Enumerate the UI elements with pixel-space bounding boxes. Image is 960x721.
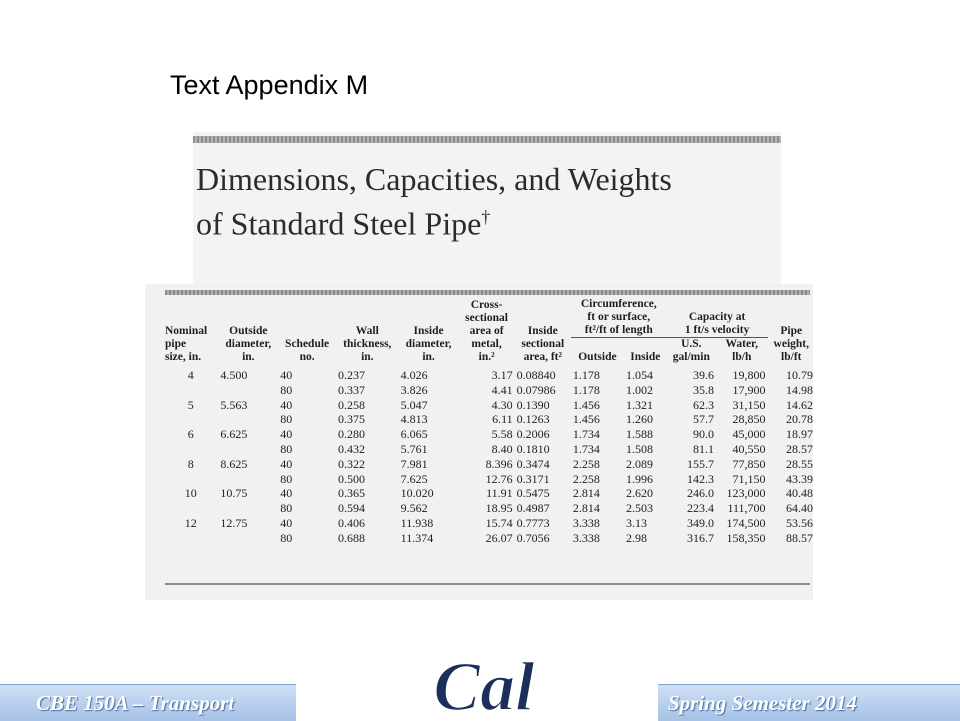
- heading-dagger: †: [481, 207, 491, 227]
- table-row: [163, 486, 815, 501]
- table-cell: 1.734: [572, 427, 600, 442]
- table-cell: 19,800: [732, 368, 766, 382]
- table-cell: 15.74: [485, 515, 513, 530]
- table-row: [163, 398, 815, 413]
- table-cell: 4.41: [491, 382, 513, 397]
- table-cell: 31,150: [732, 397, 766, 412]
- table-cell: [163, 383, 218, 398]
- pipe-table-body: [163, 364, 815, 546]
- header-outside-diameter: Outside diameter, in.: [225, 325, 272, 363]
- table-cell: 223.4: [686, 501, 714, 516]
- table-cell: 40: [280, 486, 293, 501]
- table-cell: 3.826: [400, 382, 428, 397]
- table-cell: 10: [184, 486, 197, 501]
- table-cell: 12: [184, 515, 197, 530]
- table-cell: 0.258: [337, 397, 365, 412]
- table-cell: 40: [280, 515, 293, 530]
- table-cell: 1.260: [625, 412, 653, 427]
- table-cell: 0.1810: [516, 441, 550, 456]
- header-cross-sectional-metal: Cross- sectional area of metal, in.²: [465, 299, 508, 363]
- table-cell: 80: [280, 501, 293, 516]
- table-cell: 40.48: [786, 486, 813, 501]
- header-inside-sectional-area: Inside sectional area, ft²: [521, 325, 565, 363]
- table-cell: [163, 472, 218, 487]
- table-row: [163, 442, 815, 457]
- table-cell: 0.5475: [516, 486, 550, 501]
- table-cell: 3.338: [572, 515, 600, 530]
- table-cell: 0.1263: [516, 412, 550, 427]
- table-cell: 40,550: [732, 441, 766, 456]
- table-cell: 88.57: [786, 530, 813, 545]
- table-row: [163, 412, 815, 427]
- table-cell: 0.07986: [516, 382, 556, 397]
- table-cell: 2.503: [625, 501, 653, 516]
- table-cell: 11.91: [486, 486, 513, 501]
- table-cell: 155.7: [686, 456, 714, 471]
- table-cell: 17,900: [732, 382, 766, 397]
- table-cell: 0.7773: [516, 515, 550, 530]
- table-row: [163, 516, 815, 531]
- table-cell: 80: [280, 471, 293, 486]
- table-cell: [218, 472, 278, 487]
- table-row: [163, 472, 815, 487]
- table-cell: 40: [280, 427, 293, 442]
- table-cell: 0.500: [337, 471, 365, 486]
- table-cell: 35.8: [692, 382, 714, 397]
- table-cell: 0.322: [337, 456, 365, 471]
- table-cell: 142.3: [686, 471, 714, 486]
- table-cell: 4: [187, 368, 194, 382]
- table-row: [163, 427, 815, 442]
- table-cell: 0.688: [337, 530, 365, 545]
- table-cell: 0.432: [337, 441, 365, 456]
- table-cell: 174,500: [726, 515, 766, 530]
- table-cell: 2.620: [625, 486, 653, 501]
- table-cell: 3.13: [625, 515, 647, 530]
- table-cell: 10.79: [786, 368, 813, 382]
- footer-semester: Spring Semester 2014: [668, 691, 858, 715]
- header-circ-outside: Outside: [578, 351, 617, 363]
- table-cell: 0.3171: [516, 471, 550, 486]
- footer-left-bar: [0, 684, 296, 721]
- table-cell: 71,150: [732, 471, 766, 486]
- header-cap-water: Water, lb/h: [725, 338, 758, 363]
- header-circ-inside: Inside: [630, 351, 661, 363]
- table-row: [163, 364, 815, 383]
- table-cell: 90.0: [692, 427, 714, 442]
- table-cell: 40: [280, 456, 293, 471]
- table-cell: 4.500: [220, 368, 248, 382]
- table-cell: 0.7056: [516, 530, 550, 545]
- table-cell: 18.95: [485, 501, 513, 516]
- table-cell: 1.734: [572, 441, 600, 456]
- table-cell: 64.40: [786, 501, 813, 516]
- table-cell: 1.178: [572, 368, 600, 382]
- table-cell: 3.338: [572, 530, 600, 545]
- table-cell: 4.026: [400, 368, 428, 382]
- table-cell: [163, 531, 218, 546]
- table-cell: 5.761: [400, 441, 428, 456]
- table-cell: 0.08840: [516, 368, 556, 382]
- table-cell: [163, 501, 218, 516]
- table-cell: 9.562: [400, 501, 428, 516]
- table-row: [163, 531, 815, 546]
- table-cell: [218, 442, 278, 457]
- table-cell: 2.258: [572, 471, 600, 486]
- table-cell: 10.020: [400, 486, 434, 501]
- table-cell: 26.07: [485, 530, 513, 545]
- table-cell: 10.75: [220, 486, 248, 501]
- header-circumference: Circumference, ft or surface, ft²/ft of length: [571, 298, 667, 338]
- header-schedule: Schedule no.: [285, 338, 330, 363]
- table-cell: 62.3: [692, 397, 714, 412]
- heading-line-1: Dimensions, Capacities, and Weights: [196, 161, 672, 197]
- table-cell: 8.40: [491, 441, 513, 456]
- table-cell: 11.938: [400, 515, 434, 530]
- cal-logo: [430, 640, 538, 720]
- table-cell: 2.814: [572, 501, 600, 516]
- table-cell: 28.57: [786, 441, 813, 456]
- heading-line-2: [196, 198, 776, 243]
- table-cell: 7.625: [400, 471, 428, 486]
- footer-right-bar: [658, 684, 960, 721]
- table-cell: 2.814: [572, 486, 600, 501]
- table-cell: [163, 442, 218, 457]
- table-cell: 316.7: [686, 530, 714, 545]
- table-cell: 80: [280, 382, 293, 397]
- table-cell: 1.508: [625, 441, 653, 456]
- table-cell: 246.0: [686, 486, 714, 501]
- header-wall-thickness: Wall thickness, in.: [343, 325, 392, 363]
- table-cell: 81.1: [692, 441, 714, 456]
- table-cell: 0.4987: [516, 501, 550, 516]
- table-cell: 43.39: [786, 471, 813, 486]
- table-cell: 0.2006: [516, 427, 550, 442]
- table-cell: 5.58: [491, 427, 513, 442]
- table-cell: 1.054: [625, 368, 653, 382]
- table-cell: 20.78: [786, 412, 813, 427]
- table-cell: 1.456: [572, 412, 600, 427]
- table-row: [163, 457, 815, 472]
- header-pipe-weight: Pipe weight, lb/ft: [773, 325, 809, 363]
- header-capacity: Capacity at 1 ft/s velocity: [667, 298, 768, 338]
- table-cell: 80: [280, 441, 293, 456]
- table-cell: 0.594: [337, 501, 365, 516]
- table-cell: 18.97: [786, 427, 813, 442]
- cal-logo-text: Cal: [433, 649, 535, 720]
- table-cell: 4.30: [491, 397, 513, 412]
- table-cell: 2.089: [625, 456, 653, 471]
- table-cell: 14.62: [786, 397, 813, 412]
- table-top-rule: [165, 290, 810, 295]
- table-cell: 0.1390: [516, 397, 550, 412]
- table-cell: 1.588: [625, 427, 653, 442]
- table-cell: 1.002: [625, 382, 653, 397]
- heading-line-2-text: of Standard Steel Pipe: [196, 205, 482, 242]
- table-cell: 8.396: [485, 456, 513, 471]
- table-cell: 349.0: [686, 515, 714, 530]
- header-cap-us: U.S. gal/min: [672, 338, 710, 363]
- table-cell: 0.406: [337, 515, 365, 530]
- table-cell: [218, 501, 278, 516]
- table-cell: 6: [187, 427, 194, 442]
- table-cell: 2.98: [625, 530, 647, 545]
- table-cell: 6.11: [492, 412, 513, 427]
- table-cell: 3.17: [491, 368, 513, 382]
- table-cell: 5.563: [220, 397, 248, 412]
- table-cell: 12.76: [485, 471, 513, 486]
- table-cell: 6.625: [220, 427, 248, 442]
- table-cell: 14.98: [786, 382, 813, 397]
- table-cell: 77,850: [732, 456, 766, 471]
- pipe-table: [163, 298, 815, 546]
- header-nominal-size: Nominal pipe size, in.: [165, 325, 208, 363]
- table-cell: 0.3474: [516, 456, 550, 471]
- table-cell: 5.047: [400, 397, 428, 412]
- slide-title: Text Appendix M: [170, 70, 369, 100]
- table-cell: 2.258: [572, 456, 600, 471]
- table-cell: 1.178: [572, 382, 600, 397]
- table-cell: 1.996: [625, 471, 653, 486]
- table-cell: 8: [187, 456, 194, 471]
- table-cell: [163, 412, 218, 427]
- table-cell: 40: [280, 397, 293, 412]
- table-cell: 11.374: [400, 530, 434, 545]
- table-cell: 5: [187, 397, 194, 412]
- table-cell: 80: [280, 412, 293, 427]
- table-cell: 80: [280, 530, 293, 545]
- table-cell: 40: [280, 368, 293, 382]
- table-cell: 4.813: [400, 412, 428, 427]
- table-cell: 158,350: [726, 530, 766, 545]
- footer-course: CBE 150A – Transport: [36, 691, 235, 715]
- table-cell: 28,850: [732, 412, 766, 427]
- header-inside-diameter: Inside diameter, in.: [405, 325, 452, 363]
- table-cell: 57.7: [692, 412, 714, 427]
- table-cell: 0.365: [337, 486, 365, 501]
- table-cell: 1.321: [625, 397, 653, 412]
- table-cell: 45,000: [732, 427, 766, 442]
- table-cell: 7.981: [400, 456, 428, 471]
- table-cell: 0.337: [337, 382, 365, 397]
- table-bottom-rule: [165, 583, 810, 585]
- table-cell: 1.456: [572, 397, 600, 412]
- table-cell: 53.56: [786, 515, 813, 530]
- table-cell: 123,000: [726, 486, 766, 501]
- table-cell: 6.065: [400, 427, 428, 442]
- table-cell: 8.625: [220, 456, 248, 471]
- table-cell: 0.375: [337, 412, 365, 427]
- table-cell: 0.237: [337, 368, 365, 382]
- table-cell: 28.55: [786, 456, 813, 471]
- table-row: [163, 501, 815, 516]
- table-cell: [218, 383, 278, 398]
- table-cell: 0.280: [337, 427, 365, 442]
- table-cell: 12.75: [220, 515, 248, 530]
- table-cell: 39.6: [692, 368, 714, 382]
- heading-rule: [193, 136, 781, 143]
- table-cell: 111,700: [727, 501, 766, 516]
- table-row: [163, 383, 815, 398]
- document-heading: [196, 160, 776, 243]
- table-cell: [218, 412, 278, 427]
- table-cell: [218, 531, 278, 546]
